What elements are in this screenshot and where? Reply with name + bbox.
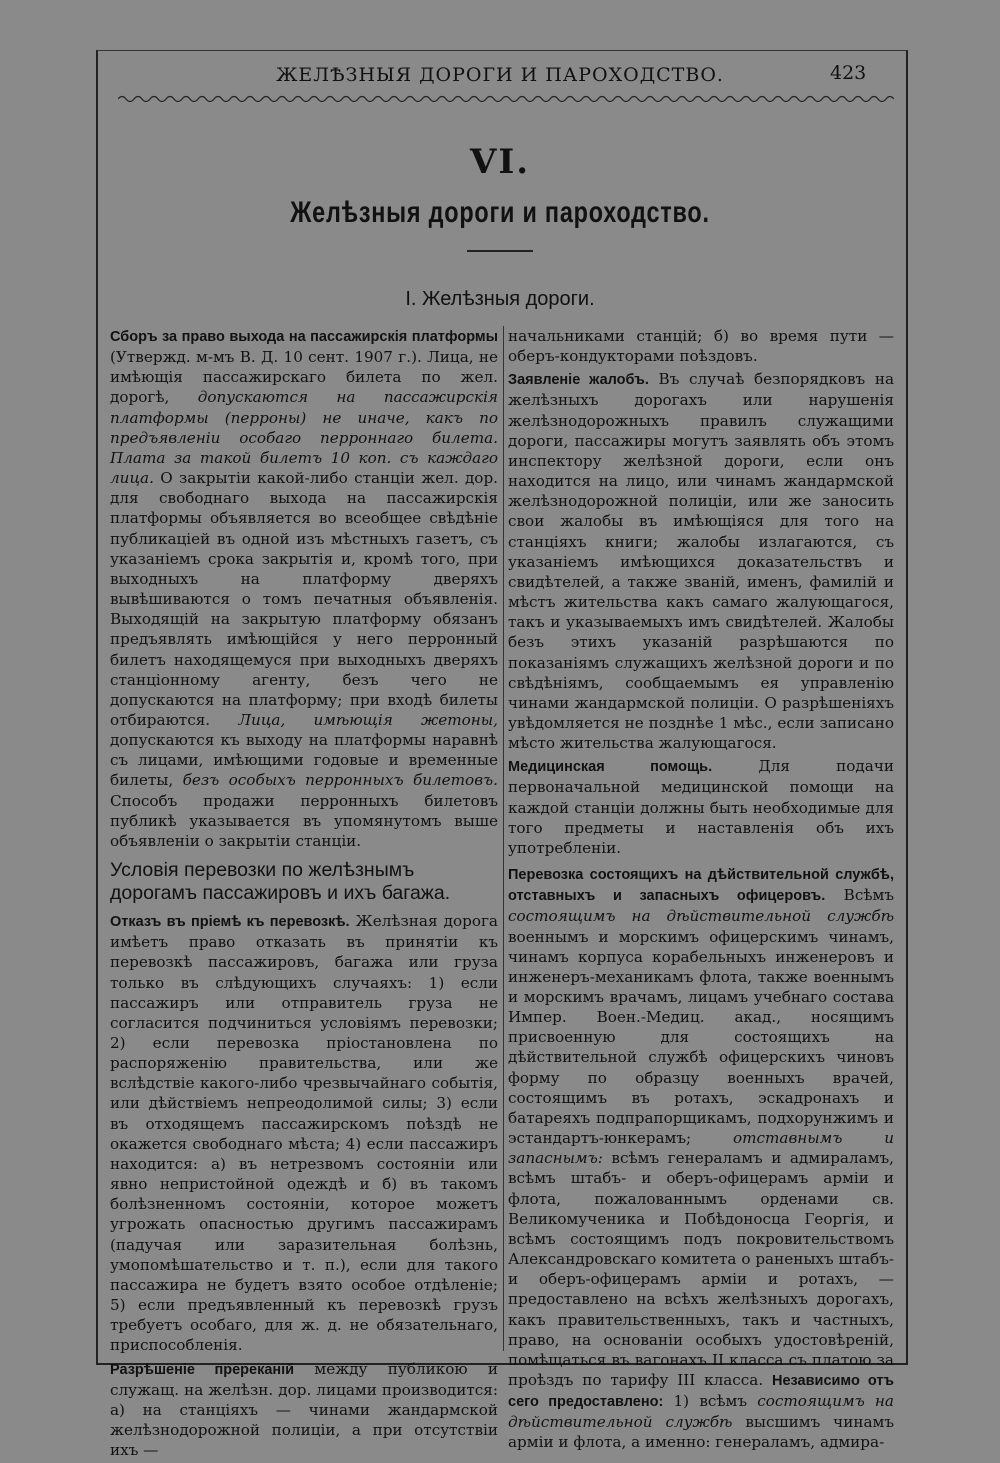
- paragraph-refusal: Отказъ въ пріемѣ къ перевозкѣ. Желѣзная дорога имѣетъ право отказать въ принятіи къ перевозкѣ пассажировъ, багажа или груза только въ слѣдующихъ случаяхъ: 1) если пассажиръ или отправитель груза не согласится подчиниться условіямъ перевозки; 2) если перевозка пріостановлена по распоряженію правительства, или же вслѣдствіе какого-либо чрезвычайнаго событія, или дѣйствіемъ непреодолимой силы; 3) если въ отходящемъ пассажирскомъ поѣздѣ не окажется свободнаго мѣста; 4) если пассажиръ находится: а) въ нетрезвомъ состояніи или явно непристойной одеждѣ и б) въ такомъ болѣзненномъ состояніи, которое можетъ угрожать опасностью другимъ пассажирамъ (падучая или заразительная болѣзнь, умопомѣшательство и т. п.), если для такого пассажира не будетъ взято особое отдѣленіе; 5) если предъявленный къ перевозкѣ грузъ требуетъ особаго, для ж. д. не обязательнаго, приспособленія.: [110, 912, 498, 1355]
- run-in-heading: Разрѣшеніе пререканій: [110, 1361, 295, 1378]
- run-in-heading: Сборъ за право выхода на пассажирскія платформы: [110, 329, 498, 345]
- left-column: [110, 326, 498, 1463]
- paragraph-complaints: Заявленіе жалобъ. Въ случаѣ безпорядковъ на желѣзныхъ дорогахъ или нарушенія желѣзнодорожныхъ правилъ служащими дороги, пассажиры могутъ заявлять объ этомъ инспектору желѣзной дороги, если онъ находится на лицо, или чинамъ жандармской желѣзнодорожной полиціи, или же заносить свои жалобы въ имѣющіяся для того на станціяхъ книги; жалобы излагаются, съ указаніемъ имѣющихся доказательствъ и свидѣтелей, а также званій, именъ, фамилій и мѣстъ жительства какъ самаго жалующагося, такъ и указываемыхъ имъ свидѣтелей. Жалобы безъ этихъ указаній разрѣшаются по показаніямъ служащихъ желѣзной дороги и по свѣдѣніямъ, сообщаемымъ ея управленію чинами жандармской полиціи. О разрѣшеніяхъ увѣдомляется не позднѣе 1 мѣс., если записано мѣсто жительства жалующагося.: [508, 370, 895, 753]
- paragraph-continuation: начальниками станцій; б) во время пути — оберъ-кондукторами поѣздовъ.: [508, 327, 894, 366]
- page-number: 423: [830, 62, 867, 84]
- run-in-heading: Отказъ въ пріемѣ къ перевозкѣ.: [110, 914, 350, 931]
- run-in-heading: Заявленіе жалобъ.: [508, 372, 649, 389]
- running-title: ЖЕЛѢЗНЫЯ ДОРОГИ И ПАРОХОДСТВО.: [276, 64, 724, 86]
- column-divider: [503, 326, 504, 1351]
- chapter-number: VI.: [469, 142, 531, 182]
- run-in-heading: Перевозка состоящихъ на дѣйствительной службѣ, отставныхъ и запасныхъ офицеровъ.: [508, 867, 894, 905]
- right-column: [508, 326, 894, 1456]
- wavy-rule: [118, 92, 894, 106]
- paragraph-platform-fee: Сборъ за право выхода на пассажирскія платформы (Утвержд. м-мъ В. Д. 10 сент. 1907 г.). Лица, не имѣющія пассажирскаго билета по жел. дорогѣ, допускаются на пассажирскія платформы (перроны) не иначе, какъ по предъявленіи особаго перроннаго билета. Плата за такой билетъ 10 коп. съ каждаго лица. О закрытіи какой-либо станціи жел. дор. для свободнаго выхода на пассажирскія платформы объявляется во всеобщее свѣдѣніе публикацiей въ одной изъ мѣстныхъ газетъ, съ указаніемъ срока закрытія и, кромѣ того, при выходныхъ на платформу дверяхъ вывѣшиваются о томъ печатныя объявленія. Выходящій на закрытую платформу обязанъ предъявлять имѣющійся у него перронный билетъ находящемуся при выходныхъ дверяхъ станціонному агенту, безъ чего не допускаются на платформу; при входѣ билеты отбираются. Лица, имѣющія жетоны, допускаются къ выходу на платформы наравнѣ съ лицами, имѣющими годовые и временные билеты, безъ особыхъ перронныхъ билетовъ. Способъ продажи перронныхъ билетовъ публикѣ указывается въ упомянутомъ выше объявленіи о закрытіи станціи.: [110, 329, 498, 850]
- title-rule: [467, 250, 533, 252]
- run-in-heading: Медицинская помощь.: [508, 759, 713, 776]
- chapter-title: Желѣзныя дороги и пароходство.: [290, 196, 710, 229]
- section-title: I. Желѣзныя дороги.: [405, 288, 595, 310]
- subsection-heading: Условія перевозки по желѣзнымъ дорогамъ пассажировъ и ихъ багажа.: [110, 859, 451, 905]
- paragraph-disputes: Разрѣшеніе пререканій между публикою и служащ. на желѣзн. дор. лицами производится: а) на станціяхъ — чинами жандармской желѣзнодорожной полиціи, а при отсутствіи ихъ —: [110, 1359, 498, 1460]
- paragraph-medical: Медицинская помощь. Для подачи первоначальной медицинской помощи на каждой станціи должны быть необходимые для того предметы и наставленія объ ихъ употребленіи.: [508, 757, 894, 857]
- run-in-heading: Независимо отъ сего предоставлено:: [508, 1372, 894, 1411]
- paragraph-officers: Перевозка состоящихъ на дѣйствительной службѣ, отставныхъ и запасныхъ офицеровъ. Всѣмъ состоящимъ на дѣйствительной службѣ военнымъ и морскимъ офицерскимъ чинамъ, чинамъ корпуса корабельныхъ инженеровъ и инженеръ-механикамъ флота, также военнымъ и морскимъ врачамъ, лицамъ учебнаго состава Импер. Воен.-Медиц. акад., носящимъ присвоенную для состоящихъ на дѣйствительной службѣ офицерскихъ чиновъ форму по образцу военныхъ врачей, состоящимъ въ ротахъ, эскадронахъ и батареяхъ подпрапорщикамъ, подхорунжимъ и эстандартъ-юнкерамъ; отставнымъ и запаснымъ: всѣмъ генераламъ и адмираламъ, всѣмъ штабъ- и оберъ-офицерамъ арміи и флота, пожалованнымъ орденами св. Великомученика и Побѣдоносца Георгія, и всѣмъ состоящимъ подъ покровительствомъ Александровскаго комитета о раненыхъ штабъ- и оберъ-офицерамъ арміи и ротахъ, — предоставлено на всѣхъ желѣзныхъ дорогахъ, какъ правительственныхъ, такъ и частныхъ, право, на основаніи особыхъ удостовѣреній, помѣщаться въ вагонахъ II класса съ платою за проѣздъ по тарифу III класса. Независимо отъ сего предоставлено: 1) всѣмъ состоящимъ на дѣйствительной службѣ высшимъ чинамъ арміи и флота, а именно: генераламъ, адмира-: [508, 867, 894, 1452]
